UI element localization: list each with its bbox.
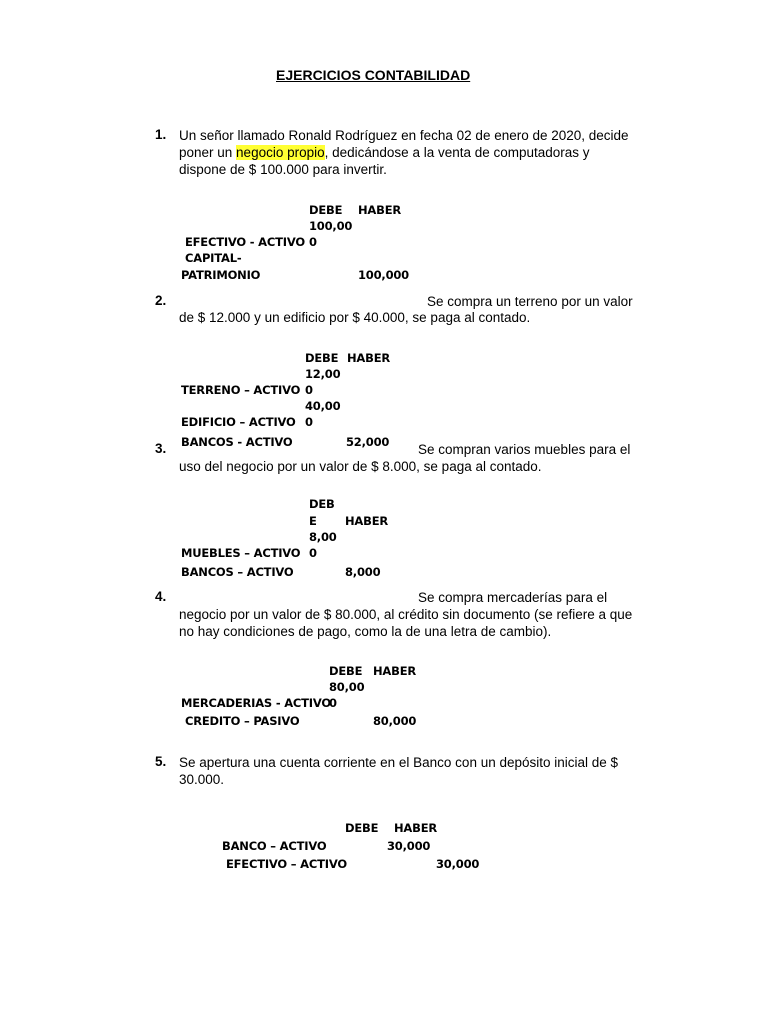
- account-name: PATRIMONIO: [181, 268, 261, 282]
- debe-header: E: [309, 514, 317, 528]
- debe-amount: 80,00: [329, 680, 365, 694]
- debe-amount: 12,00: [305, 367, 341, 381]
- exercise-text-line: Se compran varios muebles para el: [418, 442, 631, 457]
- debe-amount: 30,000: [387, 839, 431, 853]
- exercise-text-line: 30.000.: [179, 772, 225, 787]
- haber-amount: 100,000: [358, 268, 409, 282]
- document-title: EJERCICIOS CONTABILIDAD: [276, 67, 471, 83]
- exercise-text-line: uso del negocio por un valor de $ 8.000, se paga al contado.: [179, 459, 542, 474]
- account-name: CAPITAL-: [185, 251, 242, 265]
- account-name: MERCADERIAS - ACTIVO: [181, 696, 331, 710]
- account-name: CREDITO – PASIVO: [185, 714, 300, 728]
- debe-amount: 0: [309, 235, 317, 249]
- exercise-text-line: no hay condiciones de pago, como la de una letra de cambio).: [179, 624, 552, 639]
- account-name: MUEBLES – ACTIVO: [181, 546, 301, 560]
- account-name: BANCO – ACTIVO: [222, 839, 327, 853]
- debe-header: DEBE: [305, 351, 339, 365]
- exercise-number: 5.: [155, 754, 167, 769]
- haber-header: HABER: [345, 514, 389, 528]
- debe-amount: 0: [329, 696, 337, 710]
- debe-header: DEB: [309, 497, 335, 511]
- exercise-number: 4.: [155, 589, 167, 604]
- haber-amount: 52,000: [346, 435, 390, 449]
- exercise-text-line: Un señor llamado Ronald Rodríguez en fecha 02 de enero de 2020, decide: [179, 128, 629, 143]
- debe-amount: 40,00: [305, 399, 341, 413]
- haber-header: HABER: [373, 664, 417, 678]
- debe-amount: 0: [305, 383, 313, 397]
- exercise-text-line: Se apertura una cuenta corriente en el Banco con un depósito inicial de $: [179, 755, 619, 770]
- account-name: EFECTIVO - ACTIVO: [185, 235, 305, 249]
- exercise-text-line: negocio por un valor de $ 80.000, al crédito sin documento (se refiere a que: [179, 607, 633, 622]
- text-segment: poner un: [179, 145, 237, 160]
- haber-amount: 8,000: [345, 565, 381, 579]
- account-name: BANCOS - ACTIVO: [181, 435, 293, 449]
- haber-header: HABER: [394, 821, 438, 835]
- haber-header: HABER: [358, 203, 402, 217]
- account-name: EDIFICIO – ACTIVO: [181, 415, 296, 429]
- haber-amount: 30,000: [436, 857, 480, 871]
- haber-header: HABER: [347, 351, 391, 365]
- debe-header: DEBE: [345, 821, 379, 835]
- exercise-text-line: Se compra un terreno por un valor: [427, 294, 633, 309]
- account-name: BANCOS – ACTIVO: [181, 565, 294, 579]
- exercise-number: 1.: [155, 127, 167, 142]
- debe-header: DEBE: [329, 664, 363, 678]
- highlighted-text: negocio propio: [236, 145, 325, 160]
- account-name: TERRENO – ACTIVO: [181, 383, 301, 397]
- debe-amount: 100,00: [309, 219, 353, 233]
- debe-header: DEBE: [309, 203, 343, 217]
- exercise-text-line: [179, 144, 590, 161]
- haber-amount: 80,000: [373, 714, 417, 728]
- exercise-text-line: de $ 12.000 y un edificio por $ 40.000, se paga al contado.: [179, 310, 531, 325]
- debe-amount: 0: [305, 415, 313, 429]
- exercise-number: 2.: [155, 293, 167, 308]
- exercise-number: 3.: [155, 441, 167, 456]
- exercise-text-line: Se compra mercaderías para el: [418, 590, 608, 605]
- debe-amount: 8,00: [309, 530, 337, 544]
- text-segment: , dedicándose a la venta de computadoras y: [324, 145, 590, 160]
- debe-amount: 0: [309, 546, 317, 560]
- exercise-text-line: dispone de $ 100.000 para invertir.: [179, 162, 387, 177]
- account-name: EFECTIVO – ACTIVO: [226, 857, 347, 871]
